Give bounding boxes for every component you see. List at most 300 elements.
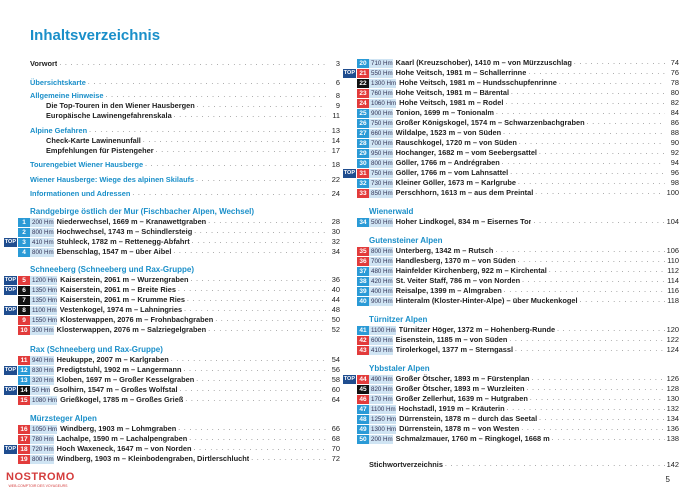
toc-entry[interactable] (30, 189, 340, 199)
entry-title: Kaiserstein, 2061 m – Wurzengraben (60, 275, 189, 284)
toc-entry[interactable] (30, 175, 340, 185)
entry-title: Lachalpe, 1590 m – Lachalpengraben (56, 434, 188, 443)
tour-number-badge: 46 (357, 395, 369, 404)
elevation-gain: 820 Hm (371, 385, 393, 393)
entry-title: Türnitzer Höger, 1372 m – Hohenberg-Runde (398, 325, 556, 334)
tour-entry[interactable] (343, 168, 679, 178)
tour-badges (339, 385, 369, 394)
page-ref: 78 (670, 78, 679, 87)
tour-entry[interactable] (359, 246, 679, 256)
tour-badges (339, 395, 369, 404)
leader-dots (196, 175, 326, 185)
tour-number-badge: 5 (18, 276, 30, 285)
page-title: Inhaltsverzeichnis (30, 27, 161, 44)
page-ref: 116 (667, 286, 679, 295)
tour-badges (339, 277, 369, 286)
tour-entry[interactable] (4, 275, 340, 285)
entry-title: Tirolerkogel, 1377 m – Sterngassl (395, 345, 514, 354)
elevation-gain: 850 Hm (371, 189, 393, 197)
entry-title: Informationen und Adressen (30, 189, 131, 198)
tour-entry[interactable] (4, 385, 340, 395)
tour-entry[interactable] (4, 285, 340, 295)
entry-title: Hohe Veitsch, 1981 m – Schallerrinne (395, 68, 527, 77)
leader-dots (496, 108, 665, 118)
entry-title: Hochstadl, 1919 m – Kräuterin (398, 404, 505, 413)
leader-dots (533, 217, 664, 227)
entry-title: Tonion, 1699 m – Tonionalm (395, 108, 494, 117)
entry-title: Grießkogel, 1785 m – Großes Grieß (60, 395, 184, 404)
leader-dots (189, 434, 326, 444)
page-ref: 8 (335, 91, 340, 100)
page-ref: 132 (666, 404, 679, 413)
tour-badges (0, 306, 30, 315)
entry-title: Großer Königskogel, 1574 m – Schwarzenbachgraben (395, 118, 585, 127)
elevation-gain: 170 Hm (371, 395, 393, 403)
toc-subentry[interactable] (30, 101, 340, 111)
tour-badges (339, 179, 369, 188)
page-ref: 98 (670, 178, 679, 187)
leader-dots (559, 78, 665, 88)
tour-number-badge: 34 (357, 218, 369, 227)
tour-entry[interactable] (359, 414, 679, 424)
tour-badges (0, 386, 30, 395)
leader-dots (184, 305, 326, 315)
page-ref: 40 (331, 285, 340, 294)
elevation-gain: 780 Hm (32, 435, 54, 443)
page-ref: 34 (331, 247, 340, 256)
tour-entry[interactable] (359, 325, 679, 335)
tour-badges (339, 267, 369, 276)
elevation-gain: 760 Hm (371, 89, 393, 97)
entry-title: Großer Ötscher, 1893 m – Fürstenplan (395, 374, 530, 383)
tour-number-badge: 20 (357, 59, 369, 68)
toc-entry[interactable] (30, 126, 340, 136)
entry-title: Die Top-Touren in den Wiener Hausbergen (46, 101, 195, 110)
tour-badges (339, 139, 369, 148)
leader-dots (503, 128, 665, 138)
tour-entry[interactable] (359, 88, 679, 98)
tour-number-badge: 31 (357, 169, 369, 178)
tour-entry[interactable] (343, 374, 679, 384)
tour-number-badge: 41 (357, 326, 369, 335)
top-tour-badge: TOP (4, 306, 16, 313)
tour-number-badge: 37 (357, 267, 369, 276)
toc-subentry[interactable] (30, 136, 340, 146)
entry-title: Hohe Veitsch, 1981 m – Hundsschupfenrinne (399, 78, 557, 87)
entry-title: Göller, 1766 m – Andrégraben (395, 158, 500, 167)
page-number: 5 (665, 475, 670, 484)
tour-entry[interactable] (359, 384, 679, 394)
elevation-gain: 410 Hm (371, 346, 393, 354)
leader-dots (178, 285, 326, 295)
tour-number-badge: 14 (18, 386, 30, 395)
tour-badges (0, 228, 30, 237)
page-ref: 48 (331, 305, 340, 314)
toc-entry[interactable] (30, 91, 340, 101)
tour-number-badge: 23 (357, 89, 369, 98)
leader-dots (519, 138, 665, 148)
elevation-gain: 1300 Hm (371, 425, 397, 433)
tour-badges (339, 336, 369, 345)
tour-badges (0, 425, 30, 434)
tour-badges (0, 445, 30, 454)
elevation-gain: 800 Hm (371, 159, 393, 167)
page-ref: 94 (670, 158, 679, 167)
leader-dots (192, 237, 326, 247)
tour-number-badge: 43 (357, 346, 369, 355)
elevation-gain: 900 Hm (371, 297, 393, 305)
tour-entry[interactable] (359, 158, 679, 168)
elevation-gain: 1300 Hm (371, 79, 397, 87)
tour-number-badge: 38 (357, 277, 369, 286)
tour-entry[interactable] (359, 78, 679, 88)
tour-entry[interactable] (359, 108, 679, 118)
tour-badges (0, 238, 30, 247)
tour-entry[interactable] (22, 247, 340, 257)
tour-badges (0, 366, 30, 375)
tour-badges (339, 326, 369, 335)
leader-dots (132, 189, 326, 199)
page-ref: 60 (331, 385, 340, 394)
tour-entry[interactable] (359, 256, 679, 266)
entry-title: Windberg, 1903 m – Lohmgraben (60, 424, 177, 433)
page-ref: 80 (670, 88, 679, 97)
page-ref: 104 (666, 217, 679, 226)
leader-dots (521, 424, 664, 434)
top-tour-badge: TOP (343, 69, 355, 76)
tour-number-badge: 2 (18, 228, 30, 237)
tour-entry[interactable] (20, 454, 340, 464)
page-ref: 138 (666, 434, 679, 443)
page-ref: 64 (331, 395, 340, 404)
page-ref: 110 (667, 256, 679, 265)
tour-number-badge: 35 (357, 247, 369, 256)
tour-entry[interactable] (20, 395, 340, 405)
tour-number-badge: 48 (357, 415, 369, 424)
elevation-gain: 420 Hm (371, 277, 393, 285)
entry-title: Schmalzmauer, 1760 m – Ringkogel, 1668 m (395, 434, 550, 443)
tour-number-badge: 21 (357, 69, 369, 78)
entry-title: Rauschkogel, 1720 m – von Süden (395, 138, 517, 147)
page-ref: 14 (331, 136, 340, 145)
tour-number-badge: 45 (357, 385, 369, 394)
page-ref: 9 (335, 101, 340, 110)
leader-dots (180, 385, 326, 395)
page-ref: 90 (670, 138, 679, 147)
elevation-gain: 1080 Hm (32, 396, 58, 404)
page-ref: 58 (331, 375, 340, 384)
tour-entry[interactable] (4, 365, 340, 375)
tour-badges (339, 79, 369, 88)
tour-entry[interactable] (20, 434, 340, 444)
entry-title: Hoher Lindkogel, 834 m – Eisernes Tor (395, 217, 532, 226)
tour-entry[interactable] (4, 237, 340, 247)
tour-number-badge: 18 (18, 445, 30, 454)
tour-badges (339, 89, 369, 98)
leader-dots (574, 58, 665, 68)
elevation-gain: 1100 Hm (371, 326, 396, 334)
tour-entry[interactable] (359, 128, 679, 138)
entry-title: Klosterwappen, 2076 m – Frohnbachgraben (60, 315, 214, 324)
leader-dots (532, 374, 665, 384)
tour-entry[interactable] (359, 335, 679, 345)
elevation-gain: 1050 Hm (32, 425, 58, 433)
leader-dots (173, 247, 326, 257)
entry-title: Gsolhirn, 1547 m – Großes Wolfstal (53, 385, 178, 394)
tour-badges (339, 405, 369, 414)
tour-badges (0, 435, 30, 444)
tour-badges (339, 218, 369, 227)
tour-badges (0, 396, 30, 405)
tour-entry[interactable] (20, 424, 340, 434)
tour-badges (339, 159, 369, 168)
page-ref: 18 (331, 160, 340, 169)
page-ref: 136 (666, 424, 679, 433)
tour-number-badge: 25 (357, 109, 369, 118)
tour-number-badge: 9 (18, 316, 30, 325)
tour-entry[interactable] (359, 266, 679, 276)
tour-badges (339, 99, 369, 108)
entry-title: Heukuppe, 2007 m – Karlgraben (56, 355, 169, 364)
tour-badges (339, 297, 369, 306)
entry-title: Reisalpe, 1399 m – Almgraben (395, 286, 502, 295)
leader-dots (171, 355, 326, 365)
logo-name: NOSTROMO (6, 471, 75, 483)
elevation-gain: 720 Hm (32, 445, 54, 453)
leader-dots (539, 148, 665, 158)
tour-entry[interactable] (359, 404, 679, 414)
tour-badges (0, 276, 30, 285)
tour-entry[interactable] (359, 58, 679, 68)
tour-number-badge: 11 (18, 356, 30, 365)
tour-badges (339, 69, 369, 78)
top-tour-badge: TOP (4, 445, 16, 452)
tour-entry[interactable] (359, 138, 679, 148)
leader-dots (510, 168, 665, 178)
region-heading: Gutensteiner Alpen (369, 236, 443, 245)
tour-number-badge: 30 (357, 159, 369, 168)
toc-subentry[interactable] (30, 111, 340, 121)
leader-dots (156, 146, 326, 156)
elevation-gain: 800 Hm (32, 455, 54, 463)
tour-entry[interactable] (359, 345, 679, 355)
tour-entry[interactable] (22, 295, 340, 305)
toc-entry[interactable] (369, 460, 679, 470)
toc-entry[interactable] (30, 59, 340, 69)
page-ref: 92 (670, 148, 679, 157)
tour-number-badge: 16 (18, 425, 30, 434)
tour-entry[interactable] (359, 424, 679, 434)
leader-dots (552, 434, 665, 444)
tour-entry[interactable] (359, 296, 679, 306)
elevation-gain: 1350 Hm (32, 286, 58, 294)
tour-entry[interactable] (359, 148, 679, 158)
entry-title: Hohe Veitsch, 1981 m – Rodel (399, 98, 504, 107)
tour-entry[interactable] (4, 444, 340, 454)
tour-number-badge: 39 (357, 287, 369, 296)
tour-entry[interactable] (359, 118, 679, 128)
leader-dots (174, 111, 326, 121)
page-ref: 88 (670, 128, 679, 137)
leader-dots (515, 345, 665, 355)
leader-dots (502, 158, 665, 168)
elevation-gain: 300 Hm (32, 326, 54, 334)
tour-number-badge: 8 (18, 306, 30, 315)
page-ref: 74 (670, 58, 679, 67)
elevation-gain: 700 Hm (371, 257, 393, 265)
entry-title: Stuhleck, 1782 m – Rettenegg-Abfahrt (56, 237, 190, 246)
elevation-gain: 800 Hm (32, 248, 54, 256)
tour-number-badge: 1 (18, 218, 30, 227)
tour-badges (0, 286, 30, 295)
elevation-gain: 710 Hm (371, 59, 393, 67)
leader-dots (194, 444, 326, 454)
tour-entry[interactable] (22, 217, 340, 227)
elevation-gain: 200 Hm (371, 435, 393, 443)
leader-dots (187, 295, 326, 305)
entry-title: Dürrenstein, 1878 m – von Westen (399, 424, 520, 433)
elevation-gain: 950 Hm (371, 149, 393, 157)
region-heading: Wienerwald (369, 207, 414, 216)
elevation-gain: 410 Hm (32, 238, 54, 246)
page-ref: 82 (670, 98, 679, 107)
leader-dots (145, 160, 326, 170)
leader-dots (215, 315, 326, 325)
leader-dots (143, 136, 326, 146)
top-tour-badge: TOP (4, 366, 16, 373)
page-ref: 32 (331, 237, 340, 246)
page-ref: 30 (331, 227, 340, 236)
leader-dots (208, 325, 326, 335)
page-ref: 54 (331, 355, 340, 364)
tour-entry[interactable] (359, 434, 679, 444)
elevation-gain: 750 Hm (371, 119, 393, 127)
entry-title: Kaarl (Kreuzschober), 1410 m – von Mürzzuschlag (395, 58, 572, 67)
top-tour-badge: TOP (4, 238, 16, 245)
entry-title: Vestenkogel, 1974 m – Lahningries (59, 305, 183, 314)
tour-entry[interactable] (20, 325, 340, 335)
elevation-gain: 830 Hm (32, 366, 54, 374)
leader-dots (185, 395, 326, 405)
elevation-gain: 1060 Hm (371, 99, 397, 107)
entry-title: Wiener Hausberge: Wiege des alpinen Skilaufs (30, 175, 195, 184)
tour-badges (339, 149, 369, 158)
tour-number-badge: 19 (18, 455, 30, 464)
tour-number-badge: 10 (18, 326, 30, 335)
entry-title: Kloben, 1697 m – Großer Kesselgraben (56, 375, 195, 384)
tour-entry[interactable] (359, 188, 679, 198)
top-tour-badge: TOP (343, 169, 355, 176)
tour-entry[interactable] (20, 375, 340, 385)
page-ref: 114 (667, 276, 679, 285)
entry-title: Hohe Veitsch, 1981 m – Bärental (395, 88, 510, 97)
tour-badges (0, 356, 30, 365)
tour-number-badge: 27 (357, 129, 369, 138)
page-ref: 124 (666, 345, 679, 354)
entry-title: Hainfelder Kirchenberg, 922 m – Kirchental (395, 266, 547, 275)
tour-badges (339, 287, 369, 296)
leader-dots (507, 404, 665, 414)
tour-number-badge: 15 (18, 396, 30, 405)
tour-entry[interactable] (22, 227, 340, 237)
tour-badges (0, 218, 30, 227)
tour-number-badge: 36 (357, 257, 369, 266)
leader-dots (194, 227, 326, 237)
tour-entry[interactable] (359, 394, 679, 404)
page-ref: 68 (331, 434, 340, 443)
tour-number-badge: 32 (357, 179, 369, 188)
toc-entry[interactable] (30, 78, 340, 88)
toc-subentry[interactable] (30, 146, 340, 156)
tour-badges (339, 435, 369, 444)
page-ref: 130 (666, 394, 679, 403)
tour-entry[interactable] (359, 286, 679, 296)
tour-entry[interactable] (359, 217, 679, 227)
top-tour-badge: TOP (4, 276, 16, 283)
tour-number-badge: 40 (357, 297, 369, 306)
region-heading: Schneeberg (Schneeberg und Rax-Gruppe) (30, 265, 195, 274)
tour-number-badge: 12 (18, 366, 30, 375)
tour-badges (339, 375, 369, 384)
leader-dots (518, 178, 665, 188)
page-ref: 70 (331, 444, 340, 453)
leader-dots (251, 454, 326, 464)
page-ref: 22 (331, 175, 340, 184)
elevation-gain: 940 Hm (32, 356, 54, 364)
elevation-gain: 550 Hm (371, 69, 393, 77)
entry-title: Göller, 1766 m – vom Lahnsattel (395, 168, 509, 177)
entry-title: Hochwechsel, 1743 m – Schindlersteig (56, 227, 193, 236)
page-ref: 86 (670, 118, 679, 127)
entry-title: Kaiserstein, 2061 m – Krumme Ries (60, 295, 185, 304)
tour-entry[interactable] (4, 305, 340, 315)
entry-title: Unterberg, 1342 m – Rutsch (395, 246, 494, 255)
elevation-gain: 1550 Hm (32, 316, 58, 324)
tour-number-badge: 22 (357, 79, 369, 88)
region-heading: Mürzsteger Alpen (30, 414, 97, 423)
region-heading: Ybbstaler Alpen (369, 364, 430, 373)
entry-title: Übersichtskarte (30, 78, 86, 87)
tour-entry[interactable] (359, 276, 679, 286)
entry-title: Europäische Lawinengefahrenskala (46, 111, 172, 120)
tour-entry[interactable] (359, 178, 679, 188)
tour-badges (0, 296, 30, 305)
elevation-gain: 200 Hm (32, 218, 54, 226)
tour-number-badge: 44 (357, 375, 369, 384)
leader-dots (530, 394, 665, 404)
page-ref: 72 (331, 454, 340, 463)
page-ref: 13 (331, 126, 340, 135)
tour-badges (339, 129, 369, 138)
entry-title: Klosterwappen, 2076 m – Salzriegelgraben (56, 325, 207, 334)
entry-title: Allgemeine Hinweise (30, 91, 104, 100)
tour-entry[interactable] (20, 355, 340, 365)
top-tour-badge: TOP (4, 286, 16, 293)
entry-title: Tourengebiet Wiener Hausberge (30, 160, 144, 169)
tour-entry[interactable] (343, 68, 679, 78)
entry-title: Großer Ötscher, 1893 m – Wurzleiten (395, 384, 525, 393)
tour-badges (0, 326, 30, 335)
elevation-gain: 50 Hm (32, 386, 51, 394)
leader-dots (549, 266, 665, 276)
tour-badges (0, 455, 30, 464)
tour-entry[interactable] (359, 98, 679, 108)
entry-title: Eisenstein, 1185 m – von Süden (395, 335, 508, 344)
tour-entry[interactable] (22, 315, 340, 325)
region-heading: Rax (Schneeberg und Rax-Gruppe) (30, 345, 163, 354)
leader-dots (191, 275, 326, 285)
toc-entry[interactable] (30, 160, 340, 170)
